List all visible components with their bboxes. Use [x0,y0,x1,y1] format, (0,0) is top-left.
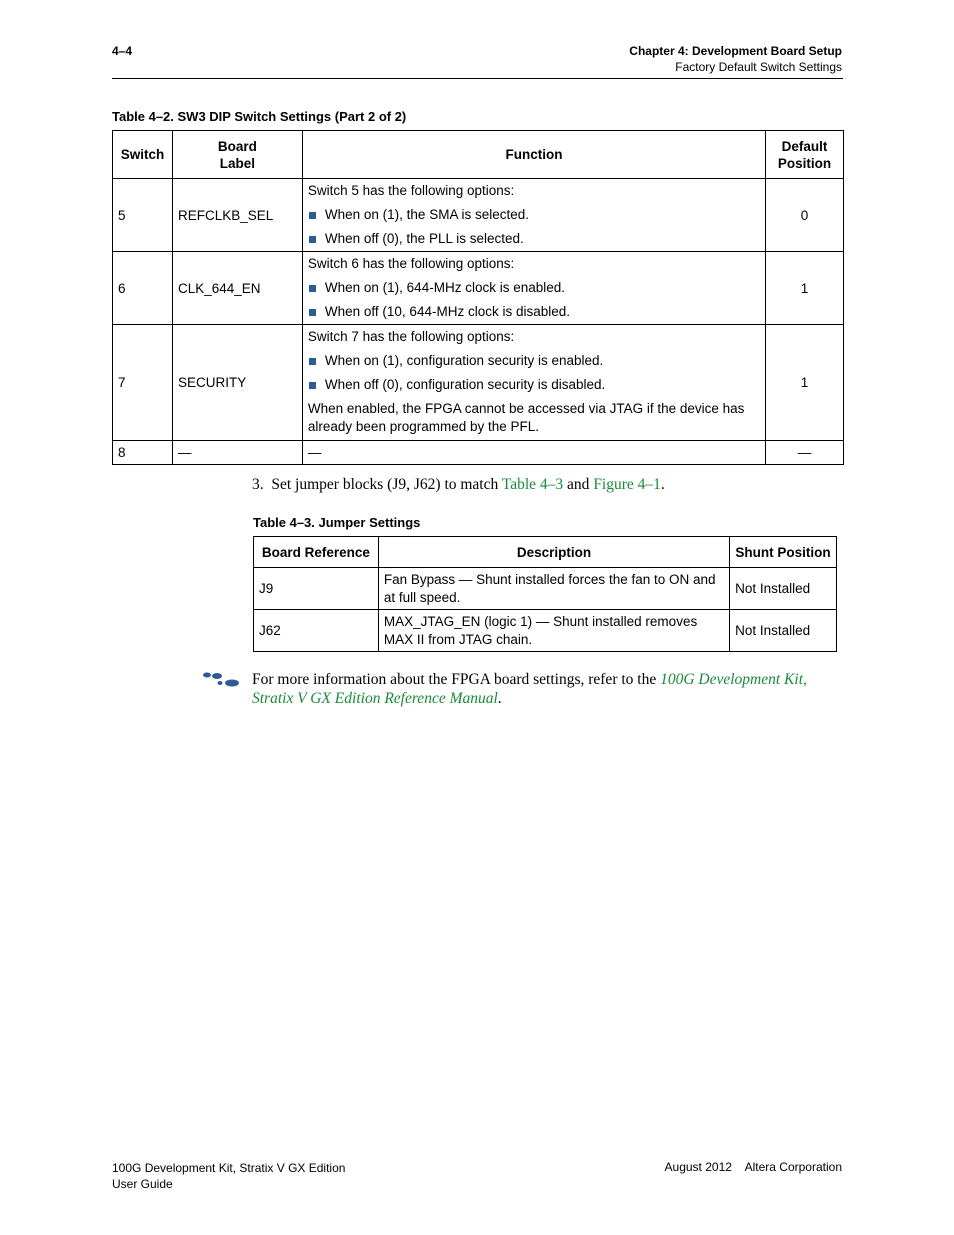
function-note: When enabled, the FPGA cannot be accessed via JTAG if the device has already been programmed by the PFL. [307,401,745,434]
header-board-label: Board Label [172,131,302,179]
table-row [113,252,844,325]
shunt-position: Not Installed [730,610,837,652]
table-4-3-caption: Table 4–3. Jumper Settings [253,515,421,530]
switch-number: 5 [113,179,173,252]
note-text: For more information about the FPGA board settings, refer to the [252,671,661,688]
step-number: 3. [252,476,264,493]
chapter-title: Chapter 4: Development Board Setup [629,44,842,58]
default-position: 1 [766,325,844,441]
header-board-reference: Board Reference [254,537,379,568]
shunt-position: Not Installed [730,568,837,610]
note-text-end: . [497,690,502,707]
jumper-settings-table [253,536,837,652]
board-label: SECURITY [172,325,302,441]
table-row [113,325,844,441]
footer-doc-type: User Guide [112,1177,173,1191]
header-description: Description [378,537,729,568]
board-label: CLK_644_EN [172,252,302,325]
function-intro: Switch 7 has the following options: [307,329,515,344]
sw3-dip-switch-table [112,130,844,465]
header-shunt-position: Shunt Position [730,537,837,568]
function-cell: — [302,441,765,465]
bullet-item: When off (0), the PLL is selected. [308,227,760,251]
section-title: Factory Default Switch Settings [675,60,842,74]
table-header-row [254,537,837,568]
page-number: 4–4 [112,44,133,58]
header-function: Function [302,131,765,179]
board-reference: J62 [254,610,379,652]
switch-number: 7 [113,325,173,441]
switch-number: 6 [113,252,173,325]
function-cell [302,252,765,325]
step-3 [252,476,665,494]
footer-date: August 2012 [664,1160,732,1174]
step-text: Set jumper blocks (J9, J62) to match [271,476,502,493]
function-intro: Switch 6 has the following options: [307,256,515,271]
table-header-row [113,131,844,179]
step-text-middle: and [563,476,594,493]
function-intro: Switch 5 has the following options: [307,183,515,198]
default-position: — [766,441,844,465]
running-header [629,43,842,75]
bullet-item: When on (1), 644-MHz clock is enabled. [308,276,760,300]
figure-4-1-link[interactable]: Figure 4–1 [593,476,661,493]
description: Fan Bypass — Shunt installed forces the fan to ON and at full speed. [378,568,729,610]
bullet-item: When off (0), configuration security is disabled. [308,373,760,397]
table-row [113,179,844,252]
table-4-2-caption: Table 4–2. SW3 DIP Switch Settings (Part 2 of 2) [112,109,407,124]
table-4-3-link[interactable]: Table 4–3 [501,476,564,493]
more-info-note [252,670,842,708]
step-text-end: . [660,476,665,493]
function-cell [302,325,765,441]
footer-company: Altera Corporation [744,1160,842,1174]
default-position: 0 [766,179,844,252]
switch-number: 8 [113,441,173,465]
bullet-item: When on (1), configuration security is enabled. [308,349,760,373]
reference-manual-link[interactable]: 100G Development Kit, Stratix V GX Edition Reference Manual [252,671,807,707]
function-cell [302,179,765,252]
header-switch: Switch [113,131,173,179]
footprints-icon [201,671,241,694]
table-row [254,610,837,652]
board-label: REFCLKB_SEL [172,179,302,252]
default-position: 1 [766,252,844,325]
table-row [254,568,837,610]
bullet-item: When on (1), the SMA is selected. [308,203,760,227]
header-rule [112,78,843,79]
bullet-item: When off (10, 644-MHz clock is disabled. [308,300,760,324]
board-reference: J9 [254,568,379,610]
board-label: — [172,441,302,465]
table-row [113,441,844,465]
header-default-position: Default Position [766,131,844,179]
footer-left [112,1160,345,1192]
description: MAX_JTAG_EN (logic 1) — Shunt installed removes MAX II from JTAG chain. [378,610,729,652]
footer-right [665,1160,842,1174]
footer-doc-title: 100G Development Kit, Stratix V GX Edition [112,1161,346,1175]
